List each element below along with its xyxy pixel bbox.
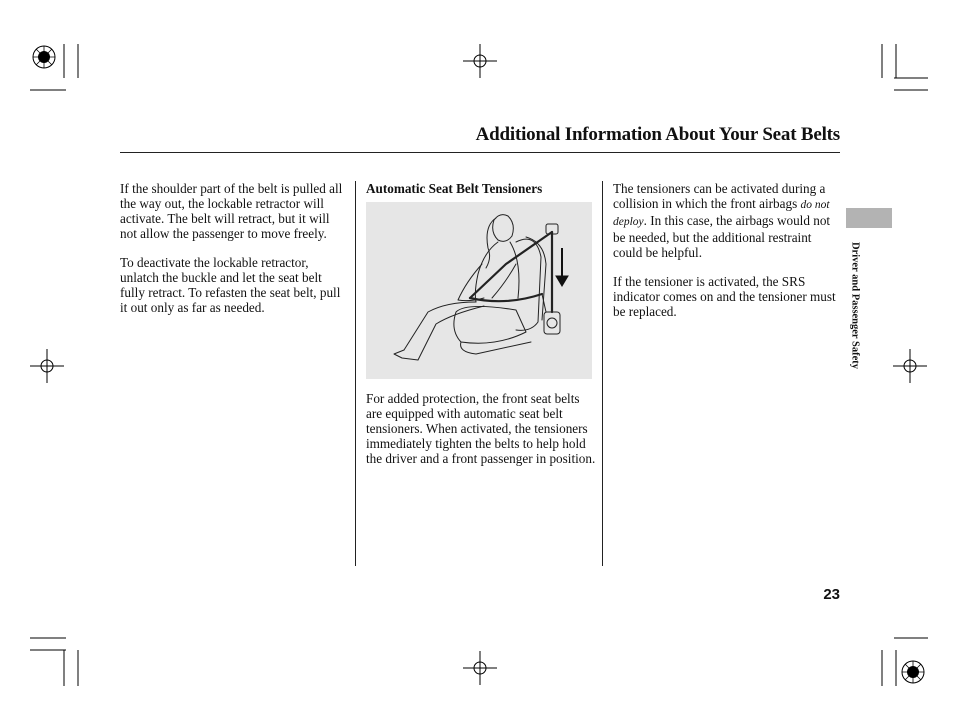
middle-column: [366, 181, 596, 480]
activation-text-after: . In this case, the airbags would not be needed, but the additional restraint could be helpful.: [613, 213, 831, 260]
activation-text-before: The tensioners can be activated during a collision in which the front airbags: [613, 181, 826, 211]
section-heading: Automatic Seat Belt Tensioners: [366, 181, 543, 196]
section-tab: [846, 208, 892, 228]
page-title: Additional Information About Your Seat Belts: [475, 124, 840, 145]
tensioner-activation-paragraph: [613, 181, 843, 260]
tensioner-description-paragraph: For added protection, the front seat belts are equipped with automatic seat belt tensioners. When activated, the tensioners immediately tighten the belts to help hold the driver and a front passenger in position.: [366, 391, 596, 466]
do-not-deploy-emphasis: do not deploy: [613, 199, 830, 228]
srs-indicator-paragraph: If the tensioner is activated, the SRS indicator comes on and the tensioner must be replaced.: [613, 274, 836, 319]
right-column: [613, 181, 843, 333]
column-divider-right: [602, 181, 603, 566]
page-number: 23: [823, 586, 840, 603]
lockable-retractor-paragraph: If the shoulder part of the belt is pulled all the way out, the lockable retractor will activate. The belt will retract, but it will not allow the passenger to move freely.: [120, 181, 343, 241]
left-column: [120, 181, 346, 329]
title-divider: [120, 152, 840, 153]
seat-belt-tensioner-figure: [366, 202, 592, 379]
section-tab-label: Driver and Passenger Safety: [849, 241, 861, 370]
deactivate-retractor-paragraph: To deactivate the lockable retractor, unlatch the buckle and let the seat belt fully retract. To refasten the seat belt, pull it out only as far as needed.: [120, 255, 341, 315]
column-divider-left: [355, 181, 356, 566]
seated-passenger-illustration-icon: [366, 202, 592, 379]
